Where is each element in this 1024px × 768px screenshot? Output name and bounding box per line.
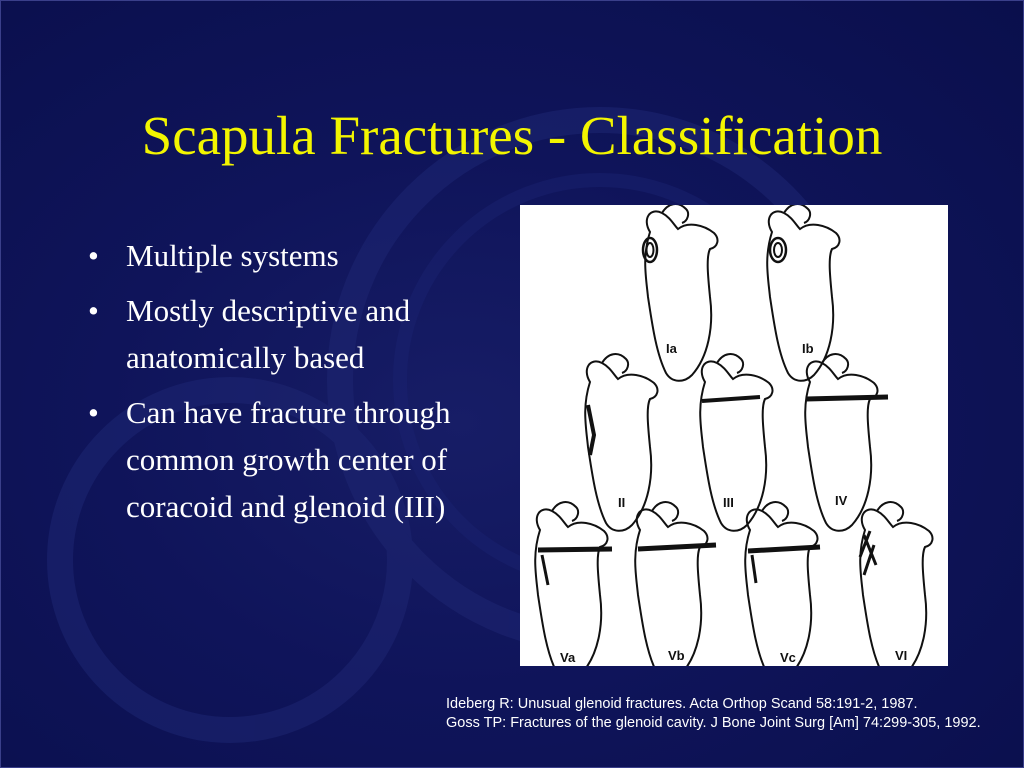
bullet-list (88, 232, 508, 538)
classification-figure (520, 205, 948, 666)
bullet-marker: • (88, 395, 99, 430)
scapula-iii (700, 354, 772, 531)
references (446, 695, 1016, 733)
label-va: Va (560, 650, 576, 665)
bullet-text: Multiple systems (126, 238, 339, 273)
bullet-item (88, 232, 508, 279)
scapula-diagram (520, 205, 948, 666)
label-iii: III (723, 495, 734, 510)
scapula-ia (643, 205, 717, 381)
label-ii: II (618, 495, 626, 510)
scapula-vc (745, 502, 820, 666)
label-ia: Ia (666, 341, 677, 356)
label-vb: Vb (668, 648, 685, 663)
label-vi: VI (895, 648, 908, 663)
bullet-item (88, 287, 508, 381)
bullet-marker: • (88, 238, 99, 273)
bullet-text: Can have fracture through common growth center of coracoid and glenoid (III) (126, 395, 451, 524)
bullet-item (88, 389, 508, 530)
label-ib: Ib (802, 341, 814, 356)
label-iv: IV (835, 493, 848, 508)
label-vc: Vc (780, 650, 796, 665)
reference-2: Goss TP: Fractures of the glenoid cavity. J Bone Joint Surg [Am] 74:299-305, 1992. (446, 715, 981, 731)
scapula-vb (635, 502, 716, 666)
scapula-va (535, 502, 612, 666)
slide-title: Scapula Fractures - Classification (141, 105, 883, 166)
bullet-text: Mostly descriptive and anatomically based (126, 293, 411, 375)
reference-1: Ideberg R: Unusual glenoid fractures. Acta Orthop Scand 58:191-2, 1987. (446, 696, 918, 712)
bullet-marker: • (88, 293, 99, 328)
scapula-vi (860, 502, 932, 666)
